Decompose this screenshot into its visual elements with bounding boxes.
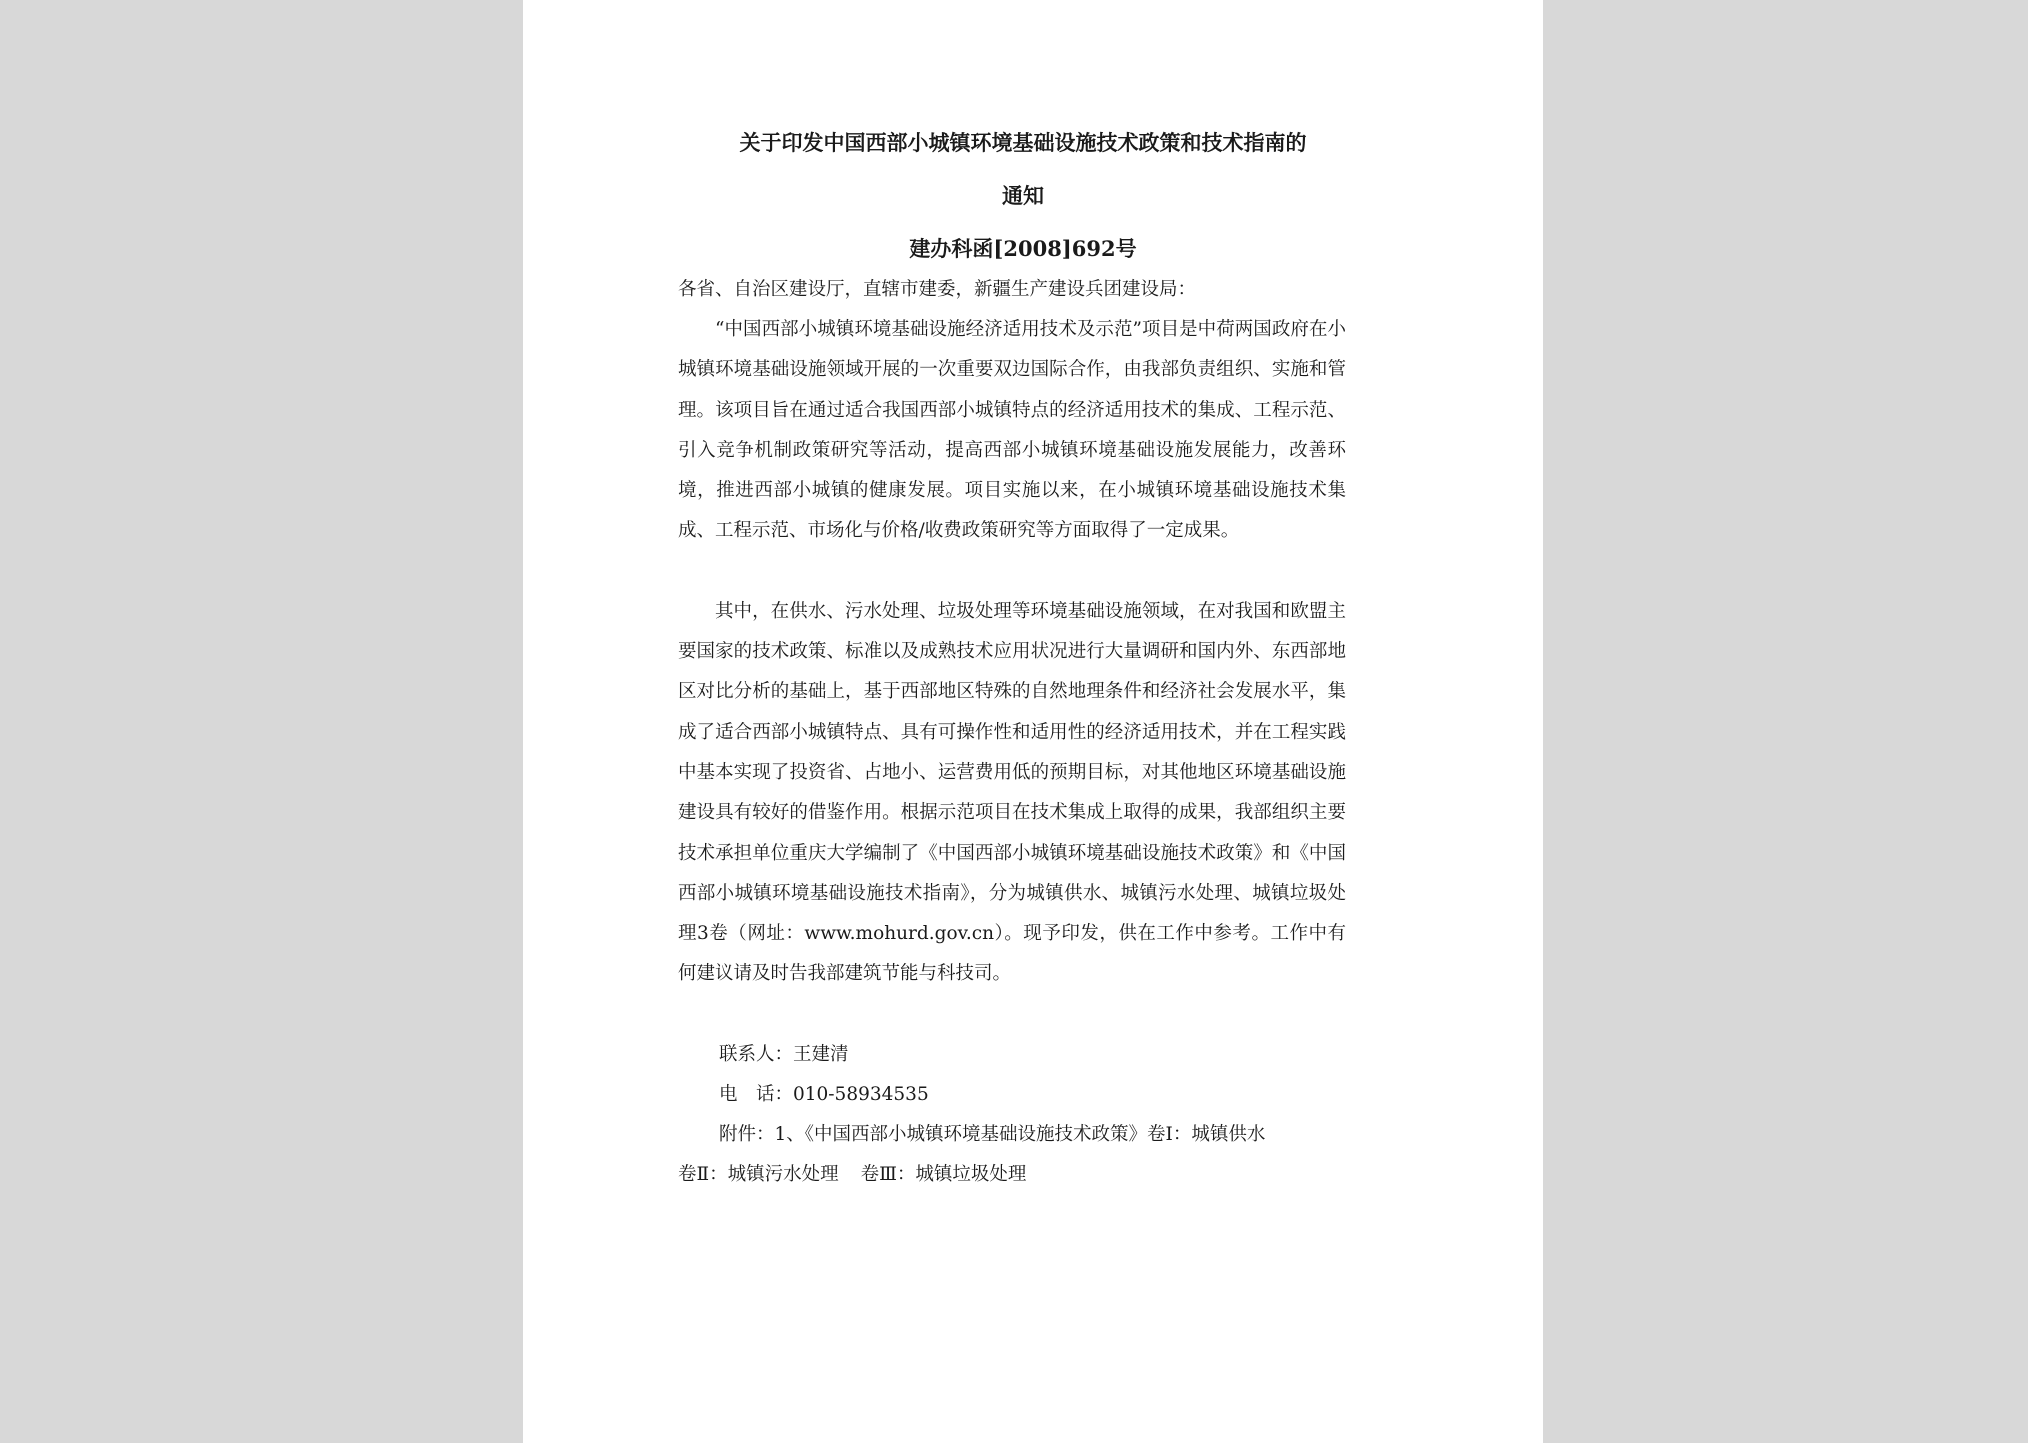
document-number: 建办科函[2008]692号 bbox=[909, 236, 1137, 261]
document-content bbox=[678, 128, 1368, 1195]
contact-phone: 电 话：010-58934535 bbox=[719, 1083, 929, 1105]
document-page bbox=[523, 0, 1543, 1443]
document-title-line-1: 关于印发中国西部小城镇环境基础设施技术政策和技术指南的 bbox=[739, 130, 1307, 155]
document-title-line-2: 通知 bbox=[1002, 183, 1044, 208]
attachment-line-1: 附件：1、《中国西部小城镇环境基础设施技术政策》卷Ⅰ：城镇供水 bbox=[719, 1123, 1266, 1145]
attachment-volume-3: 卷Ⅲ：城镇垃圾处理 bbox=[860, 1163, 1027, 1185]
attachment-volume-2: 卷Ⅱ：城镇污水处理 bbox=[678, 1163, 839, 1185]
attachment-line-2 bbox=[678, 1155, 1368, 1195]
contact-person: 联系人：王建清 bbox=[719, 1043, 849, 1065]
paragraph-1: “中国西部小城镇环境基础设施经济适用技术及示范”项目是中荷两国政府在小城镇环境基础设施领域开展的一次重要双边国际合作，由我部负责组织、实施和管理。该项目旨在通过适合我国西部小城镇特点的经济适用技术的集成、工程示范、引入竞争机制政策研究等活动，提高西部小城镇环境基础设施发展能力，改善环境，推进西部小城镇的健康发展。项目实施以来，在小城镇环境基础设施技术集成、工程示范、市场化与价格/收费政策研究等方面取得了一定成果。 bbox=[678, 319, 1346, 542]
paragraph-2: 其中，在供水、污水处理、垃圾处理等环境基础设施领域，在对我国和欧盟主要国家的技术政策、标准以及成熟技术应用状况进行大量调研和国内外、东西部地区对比分析的基础上，基于西部地区特殊的自然地理条件和经济社会发展水平，集成了适合西部小城镇特点、具有可操作性和适用性的经济适用技术，并在工程实践中基本实现了投资省、占地小、运营费用低的预期目标，对其他地区环境基础设施建设具有较好的借鉴作用。根据示范项目在技术集成上取得的成果，我部组织主要技术承担单位重庆大学编制了《中国西部小城镇环境基础设施技术政策》和《中国西部小城镇环境基础设施技术指南》，分为城镇供水、城镇污水处理、城镇垃圾处理3卷（网址：www.mohurd.gov.cn）。现予印发，供在工作中参考。工作中有何建议请及时告我部建筑节能与科技司。 bbox=[678, 600, 1346, 985]
paragraph-spacer bbox=[678, 552, 1368, 592]
salutation: 各省、自治区建设厅，直辖市建委，新疆生产建设兵团建设局： bbox=[678, 279, 1197, 300]
paragraph-spacer bbox=[678, 995, 1368, 1035]
